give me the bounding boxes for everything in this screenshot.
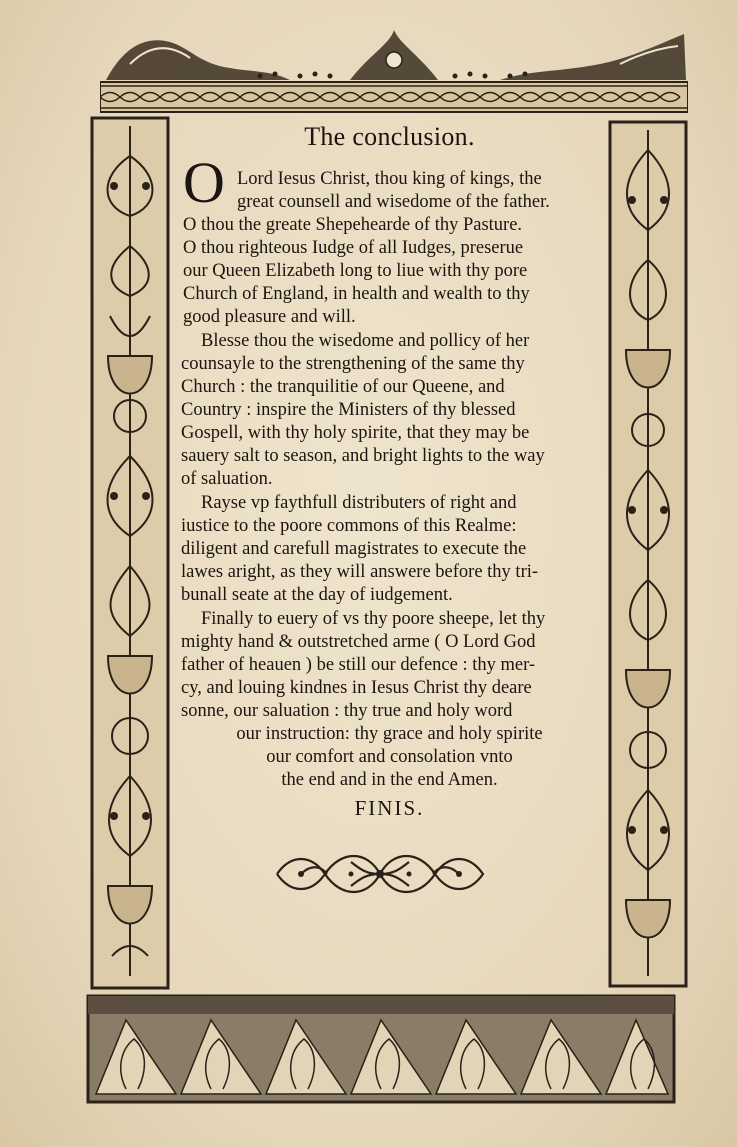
bottom-leaf-border xyxy=(86,994,676,1106)
text-line: our Queen Elizabeth long to liue with thy pore xyxy=(183,261,528,281)
text-line: cy, and louing kindnes in Iesus Christ thy deare xyxy=(181,678,532,698)
text-line: good pleasure and will. xyxy=(183,307,356,327)
text-line: sonne, our saluation : thy true and holy word xyxy=(181,701,513,721)
top-ornament-band xyxy=(100,24,688,116)
text-line: diligent and carefull magistrates to execute the xyxy=(181,539,527,559)
text-line: Rayse vp faythfull distributers of right and xyxy=(201,493,517,513)
page-title: The conclusion. xyxy=(304,122,475,151)
right-floral-border xyxy=(608,120,688,988)
text-line: of saluation. xyxy=(181,469,273,489)
text-line: our comfort and consolation vnto xyxy=(266,747,513,767)
text-line: lawes aright, as they will answere before thy tri- xyxy=(181,562,539,582)
text-line: iustice to the poore commons of this Realme: xyxy=(181,516,517,536)
drop-cap: O xyxy=(183,150,225,215)
text-line: Lord Iesus Christ, thou king of kings, the xyxy=(237,169,542,189)
text-line: father of heauen ) be still our defence : thy mer- xyxy=(181,655,536,675)
text-line: Gospell, with thy holy spirite, that they may be xyxy=(181,423,530,443)
text-line: Blesse thou the wisedome and pollicy of her xyxy=(201,331,530,351)
text-line: Country : inspire the Ministers of thy blessed xyxy=(181,400,516,420)
text-line: sauery salt to season, and bright lights to the way xyxy=(181,446,545,466)
text-area xyxy=(171,116,608,990)
text-line: O thou the greate Shepehearde of thy Pasture. xyxy=(183,215,523,235)
left-floral-border xyxy=(90,116,170,990)
text-line: bunall seate at the day of iudgement. xyxy=(181,585,453,605)
text-line: great counsell and wisedome of the father. xyxy=(237,192,550,212)
text-line: our instruction: thy grace and holy spirite xyxy=(236,724,543,744)
text-line: O thou righteous Iudge of all Iudges, preserue xyxy=(183,238,524,258)
text-line: Church of England, in health and wealth to thy xyxy=(183,284,530,304)
fleuron-ornament xyxy=(271,844,489,904)
text-line: mighty hand & outstretched arme ( O Lord God xyxy=(181,632,536,652)
text-line: counsayle to the strengthening of the same thy xyxy=(181,354,525,374)
text-line: Finally to euery of vs thy poore sheepe, let thy xyxy=(201,609,546,629)
text-line: Church : the tranquilitie of our Queene, and xyxy=(181,377,505,397)
text-line: the end and in the end Amen. xyxy=(281,770,498,790)
finis-heading: FINIS. xyxy=(354,796,425,820)
